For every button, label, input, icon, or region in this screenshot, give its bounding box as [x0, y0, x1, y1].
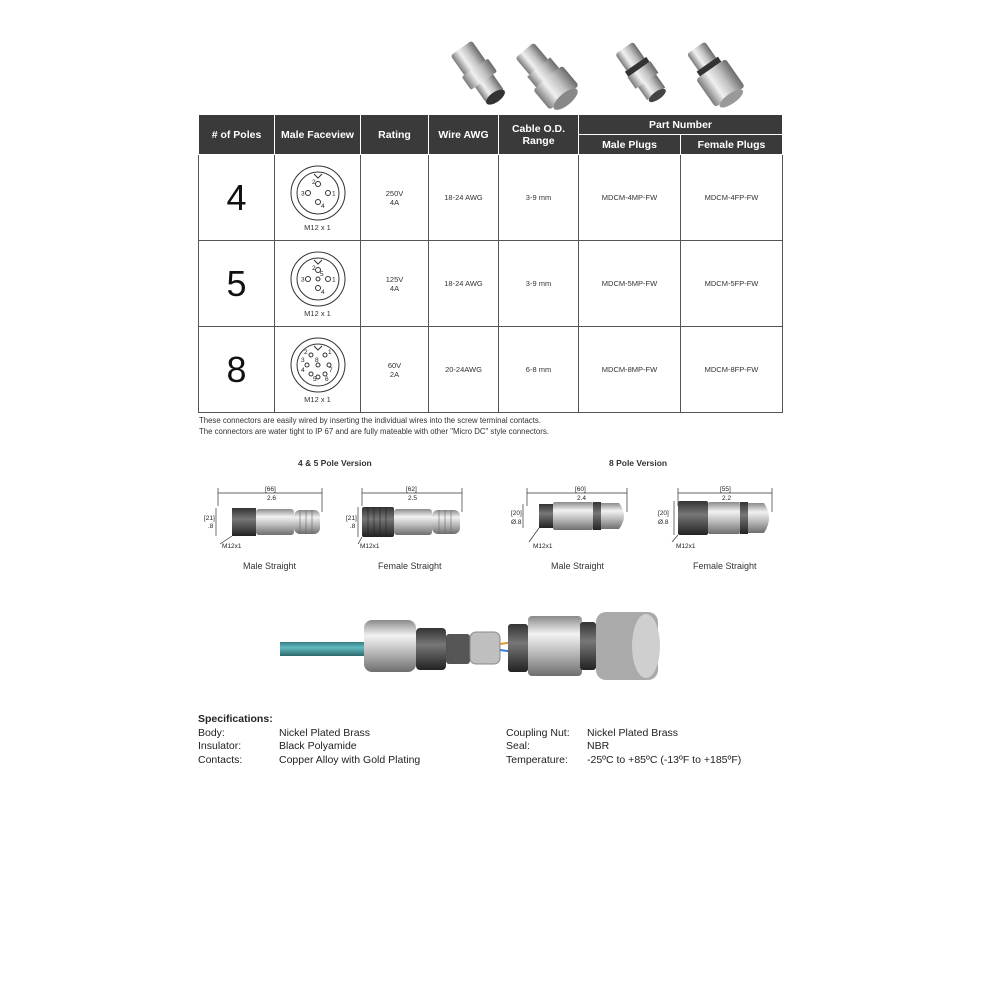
svg-text:8: 8: [314, 356, 319, 364]
svg-text:2.4: 2.4: [577, 495, 587, 502]
svg-text:6: 6: [324, 375, 329, 383]
svg-text:[21]: [21]: [204, 515, 215, 522]
rating-current: 4A: [389, 283, 400, 293]
header-male-plugs: Male Plugs: [579, 135, 681, 155]
specifications: [198, 713, 420, 767]
faceview-8-pole-icon: [287, 336, 349, 394]
svg-text:3: 3: [300, 356, 305, 364]
table-row: [199, 241, 783, 327]
rating-current: 2A: [389, 369, 400, 379]
svg-text:1: 1: [327, 348, 332, 356]
spec-label: Body:: [198, 726, 225, 739]
spec-value: Nickel Plated Brass: [279, 726, 371, 739]
svg-text:4: 4: [320, 202, 325, 210]
svg-text:4: 4: [320, 288, 325, 296]
svg-text:Ø.8: Ø.8: [511, 519, 522, 526]
svg-text:[20]: [20]: [658, 510, 669, 517]
dimension-drawing-female-8: [652, 482, 782, 552]
svg-text:7: 7: [328, 366, 333, 374]
rating-voltage: 125V: [385, 274, 404, 284]
svg-text:Ø.8: Ø.8: [658, 519, 669, 526]
face-caption: M12 x 1: [304, 394, 331, 404]
note-wiring: These connectors are easily wired by inserting the individual wires into the screw terminal contacts.: [199, 416, 541, 425]
product-photo-male-4-5: [445, 40, 515, 110]
cable-od: 6-8 mm: [499, 327, 579, 413]
spec-value: -25ºC to +85ºC (-13ºF to +185ºF): [587, 753, 742, 766]
product-photo-female-8: [678, 40, 753, 115]
drawing-group-title-8: 8 Pole Version: [609, 458, 668, 468]
svg-text:M12x1: M12x1: [676, 543, 696, 550]
product-photo-female-4-5: [510, 40, 585, 115]
svg-text:[20]: [20]: [511, 510, 522, 517]
specifications-title: Specifications:: [198, 713, 273, 725]
svg-text:2: 2: [303, 348, 308, 356]
svg-text:M12x1: M12x1: [533, 543, 553, 550]
svg-text:[21]: [21]: [346, 515, 357, 522]
table-row: [199, 155, 783, 241]
svg-text:4: 4: [300, 366, 305, 374]
svg-text:5: 5: [312, 375, 317, 383]
specifications-right: [506, 727, 741, 768]
female-part-number: MDCM-8FP-FW: [681, 327, 783, 413]
header-part-number: Part Number: [579, 115, 783, 135]
female-part-number: MDCM-4FP-FW: [681, 155, 783, 241]
svg-text:2: 2: [311, 264, 316, 272]
header-male-faceview: Male Faceview: [275, 115, 361, 155]
svg-text:1: 1: [331, 276, 336, 283]
caption-female-straight-4-5: Female Straight: [378, 561, 442, 571]
svg-text:.8: .8: [208, 523, 214, 530]
svg-text:[66]: [66]: [265, 486, 276, 493]
svg-text:2.5: 2.5: [408, 495, 418, 502]
spec-label: Temperature:: [506, 753, 568, 766]
header-wire-awg: Wire AWG: [429, 115, 499, 155]
dimension-drawing-female-4-5: [344, 482, 474, 552]
female-part-number: MDCM-5FP-FW: [681, 241, 783, 327]
poles-count: 8: [199, 327, 275, 413]
spec-label: Contacts:: [198, 753, 243, 766]
cable-od: 3-9 mm: [499, 155, 579, 241]
table-row: [199, 327, 783, 413]
exploded-assembly-photo: [280, 606, 670, 690]
caption-female-straight-8: Female Straight: [693, 561, 757, 571]
spec-value: NBR: [587, 740, 610, 752]
dimension-drawing-male-8: [505, 482, 635, 552]
poles-count: 4: [199, 155, 275, 241]
male-part-number: MDCM-8MP-FW: [579, 327, 681, 413]
svg-text:[55]: [55]: [720, 486, 731, 493]
svg-text:[62]: [62]: [406, 486, 417, 493]
rating-current: 4A: [389, 197, 400, 207]
header-rating: Rating: [361, 115, 429, 155]
wire-awg: 18-24 AWG: [429, 155, 499, 241]
rating-voltage: 60V: [387, 360, 402, 370]
svg-text:3: 3: [300, 190, 305, 197]
faceview-4-pole-icon: [287, 164, 349, 222]
header-female-plugs: Female Plugs: [681, 135, 783, 155]
svg-text:M12x1: M12x1: [222, 543, 242, 550]
product-photo-male-8: [608, 40, 678, 110]
note-ip67: The connectors are water tight to IP 67 and are fully mateable with other "Micro DC" style connectors.: [199, 427, 549, 436]
svg-text:M12x1: M12x1: [360, 543, 380, 550]
svg-text:2: 2: [311, 178, 316, 186]
svg-text:2.6: 2.6: [267, 495, 277, 502]
spec-value: Copper Alloy with Gold Plating: [279, 753, 421, 766]
svg-text:1: 1: [331, 190, 336, 197]
svg-text:3: 3: [300, 276, 305, 283]
wire-awg: 18-24 AWG: [429, 241, 499, 327]
face-caption: M12 x 1: [304, 222, 331, 232]
connector-spec-table: [198, 114, 783, 413]
svg-text:.8: .8: [350, 523, 356, 530]
cable-od: 3-9 mm: [499, 241, 579, 327]
male-part-number: MDCM-5MP-FW: [579, 241, 681, 327]
spec-label: Coupling Nut:: [506, 726, 570, 739]
rating-voltage: 250V: [385, 188, 404, 198]
header-cable-od: Cable O.D. Range: [499, 115, 579, 155]
caption-male-straight-8: Male Straight: [551, 561, 605, 571]
dimension-drawing-male-4-5: [198, 482, 328, 552]
drawing-group-title-4-5: 4 & 5 Pole Version: [298, 458, 372, 468]
caption-male-straight-4-5: Male Straight: [243, 561, 297, 571]
face-caption: M12 x 1: [304, 308, 331, 318]
spec-label: Seal:: [506, 740, 530, 752]
spec-value: Nickel Plated Brass: [587, 726, 679, 739]
header-poles: # of Poles: [199, 115, 275, 155]
wire-awg: 20-24AWG: [429, 327, 499, 413]
spec-label: Insulator:: [198, 740, 242, 752]
faceview-5-pole-icon: [287, 250, 349, 308]
svg-text:5: 5: [319, 270, 324, 278]
svg-text:2.2: 2.2: [722, 495, 732, 502]
poles-count: 5: [199, 241, 275, 327]
male-part-number: MDCM-4MP-FW: [579, 155, 681, 241]
spec-value: Black Polyamide: [279, 740, 357, 752]
svg-text:[60]: [60]: [575, 486, 586, 493]
